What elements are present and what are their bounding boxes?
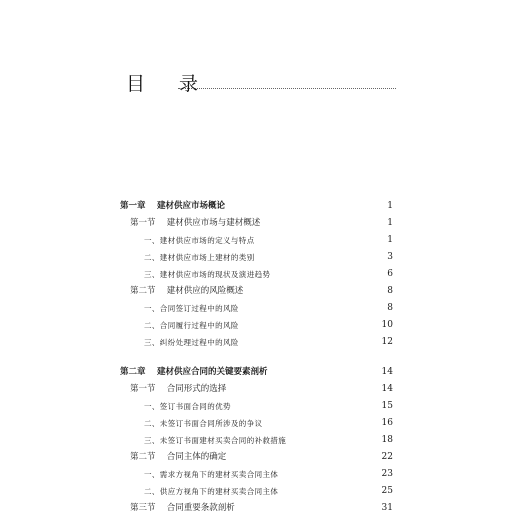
toc-entry-label: 一、需求方视角下的建材买卖合同主体 bbox=[144, 470, 279, 479]
toc-entry-label: 第一节 建材供应市场与建材概述 bbox=[130, 218, 261, 228]
toc-entry-label: 第一节 合同形式的选择 bbox=[130, 384, 227, 394]
toc-entry-label: 第三节 合同重要条款剖析 bbox=[130, 503, 235, 513]
toc-item bbox=[120, 300, 393, 317]
toc-page-number: 8 bbox=[387, 303, 393, 313]
toc-page-number: 10 bbox=[381, 320, 393, 330]
chapter-spacer bbox=[120, 351, 393, 364]
toc-entry-label: 三、建材供应市场的现状及演进趋势 bbox=[144, 270, 271, 279]
toc-item bbox=[120, 266, 393, 283]
toc-heading bbox=[126, 72, 396, 96]
toc-item bbox=[120, 232, 393, 249]
toc-entry-label: 二、建材供应市场上建材的类别 bbox=[144, 253, 255, 262]
toc-chapter-2 bbox=[120, 364, 393, 381]
toc-page-number: 18 bbox=[381, 435, 393, 445]
toc-item bbox=[120, 432, 393, 449]
toc-page-number: 14 bbox=[381, 384, 393, 394]
toc-entry-label: 一、建材供应市场的定义与特点 bbox=[144, 236, 255, 245]
toc-page-number: 3 bbox=[387, 252, 393, 262]
toc-page-number: 1 bbox=[387, 218, 393, 228]
toc-page-number: 22 bbox=[381, 452, 393, 462]
toc-entry-label: 一、签订书面合同的优势 bbox=[144, 402, 231, 411]
toc-entry-label: 二、供应方视角下的建材买卖合同主体 bbox=[144, 487, 279, 496]
toc-page-number: 31 bbox=[381, 503, 393, 513]
toc-entry-label: 第二节 合同主体的确定 bbox=[130, 452, 227, 462]
toc-section bbox=[120, 215, 393, 232]
toc-page-number: 23 bbox=[381, 469, 393, 479]
toc-page-number: 6 bbox=[387, 269, 393, 279]
toc-chapter-1 bbox=[120, 198, 393, 215]
toc-page-number: 16 bbox=[381, 418, 393, 428]
toc-entry-label: 二、未签订书面合同所涉及的争议 bbox=[144, 419, 263, 428]
toc-page-number: 1 bbox=[387, 201, 393, 211]
toc-page-number: 15 bbox=[381, 401, 393, 411]
toc-entry-label: 第二节 建材供应的风险概述 bbox=[130, 286, 244, 296]
toc-section bbox=[120, 381, 393, 398]
title-dotted-rule bbox=[178, 88, 396, 89]
page-title: 目 录 bbox=[126, 73, 213, 95]
toc-page-number: 1 bbox=[387, 235, 393, 245]
toc-section bbox=[120, 283, 393, 300]
toc-entry-label: 三、未签订书面建材买卖合同的补救措施 bbox=[144, 436, 287, 445]
toc-item bbox=[120, 415, 393, 432]
toc-item bbox=[120, 334, 393, 351]
toc-page-number: 25 bbox=[381, 486, 393, 496]
toc-item bbox=[120, 398, 393, 415]
toc-page-number: 12 bbox=[381, 337, 393, 347]
toc-entry-label: 二、合同履行过程中的风险 bbox=[144, 321, 239, 330]
toc-item bbox=[120, 466, 393, 483]
toc-item bbox=[120, 483, 393, 500]
toc-entry-label: 第二章 建材供应合同的关键要素剖析 bbox=[120, 367, 268, 377]
toc-item bbox=[120, 249, 393, 266]
toc-page-number: 14 bbox=[381, 367, 393, 377]
toc-entry-label: 第一章 建材供应市场概论 bbox=[120, 201, 225, 211]
toc-entry-label: 三、纠纷处理过程中的风险 bbox=[144, 338, 239, 347]
table-of-contents bbox=[120, 198, 393, 517]
toc-entry-label: 一、合同签订过程中的风险 bbox=[144, 304, 239, 313]
toc-section bbox=[120, 500, 393, 517]
toc-item bbox=[120, 317, 393, 334]
toc-page-number: 8 bbox=[387, 286, 393, 296]
toc-section bbox=[120, 449, 393, 466]
